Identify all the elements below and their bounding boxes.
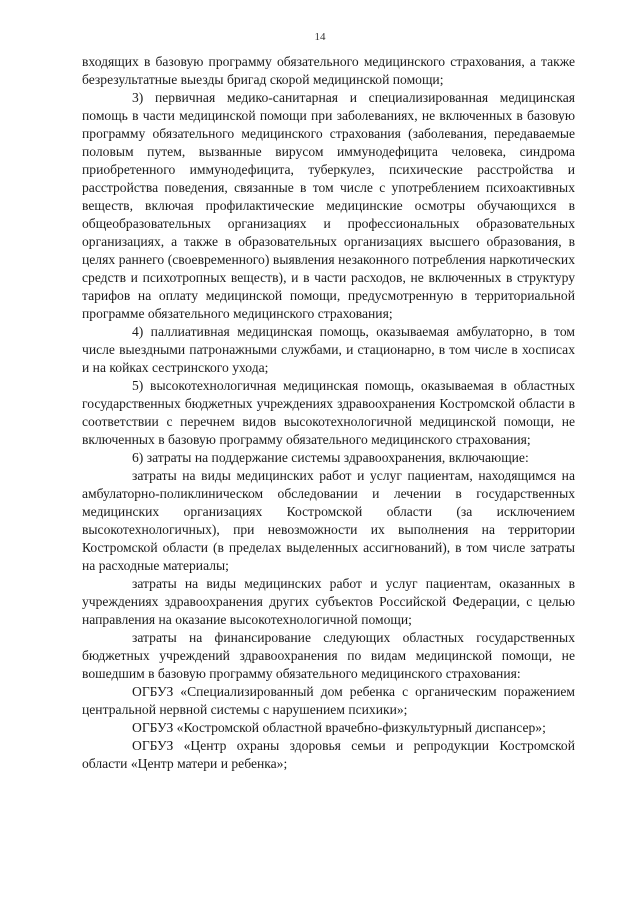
paragraph-item-6: 6) затраты на поддержание системы здравоохранения, включающие: bbox=[132, 450, 529, 465]
page-number: 14 bbox=[314, 31, 326, 43]
paragraph-costs-outpatient: затраты на виды медицинских работ и услуг пациентам, находящимся на амбулаторно-поликлиническом обследовании и лечении в государственных медицинских организациях Костромской области (за исключением высокотехнологичных), при невозможности их выполнения на территории Костромской области (в пределах выделенных ассигнований), в том числе затраты на расходные материалы; bbox=[82, 468, 575, 573]
paragraph-institution-family-center: ОГБУЗ «Центр охраны здоровья семьи и репродукции Костромской области «Центр матери и ребенка»; bbox=[82, 738, 575, 771]
paragraph-institution-dispensary: ОГБУЗ «Костромской областной врачебно-физкультурный диспансер»; bbox=[132, 720, 546, 735]
paragraph-item-3: 3) первичная медико-санитарная и специализированная медицинская помощь в части медицинской помощи при заболеваниях, не включенных в базовую программу обязательного медицинского страхования (заболевания, передаваемые половым путем, вызванные вирусом иммунодефицита человека, синдрома приобретенного иммунодефицита, туберкулез, психические расстройства и расстройства поведения, связанные в том числе с употреблением психоактивных веществ, включая профилактические медицинские осмотры обучающихся в общеобразовательных организациях и профессиональных образовательных организациях, а также в образовательных организациях высшего образования, в целях раннего (своевременного) выявления незаконного потребления наркотических средств и психотропных веществ), и в части расходов, не включенных в структуру тарифов на оплату медицинской помощи, предусмотренную в территориальной программе обязательного медицинского страхования; bbox=[82, 90, 575, 321]
document-body bbox=[82, 53, 575, 773]
paragraph-costs-other-regions: затраты на виды медицинских работ и услуг пациентам, оказанных в учреждениях здравоохранения других субъектов Российской Федерации, с целью направления на оказание высокотехнологичной помощи; bbox=[82, 576, 575, 627]
paragraph-costs-financing: затраты на финансирование следующих областных государственных бюджетных учреждений здравоохранения по видам медицинской помощи, не вошедшим в базовую программу обязательного медицинского страхования: bbox=[82, 630, 575, 681]
paragraph-institution-orphanage: ОГБУЗ «Специализированный дом ребенка с органическим поражением центральной нервной системы с нарушением психики»; bbox=[82, 684, 575, 717]
paragraph-item-4: 4) паллиативная медицинская помощь, оказываемая амбулаторно, в том числе выездными патронажными службами, и стационарно, в том числе в хосписах и на койках сестринского ухода; bbox=[82, 324, 575, 375]
paragraph-item-5: 5) высокотехнологичная медицинская помощь, оказываемая в областных государственных бюджетных учреждениях здравоохранения Костромской области в соответствии с перечнем видов высокотехнологичной медицинской помощи, не включенных в базовую программу обязательного медицинского страхования; bbox=[82, 378, 575, 447]
paragraph-continuation: входящих в базовую программу обязательного медицинского страхования, а также безрезультатные выезды бригад скорой медицинской помощи; bbox=[82, 54, 575, 87]
